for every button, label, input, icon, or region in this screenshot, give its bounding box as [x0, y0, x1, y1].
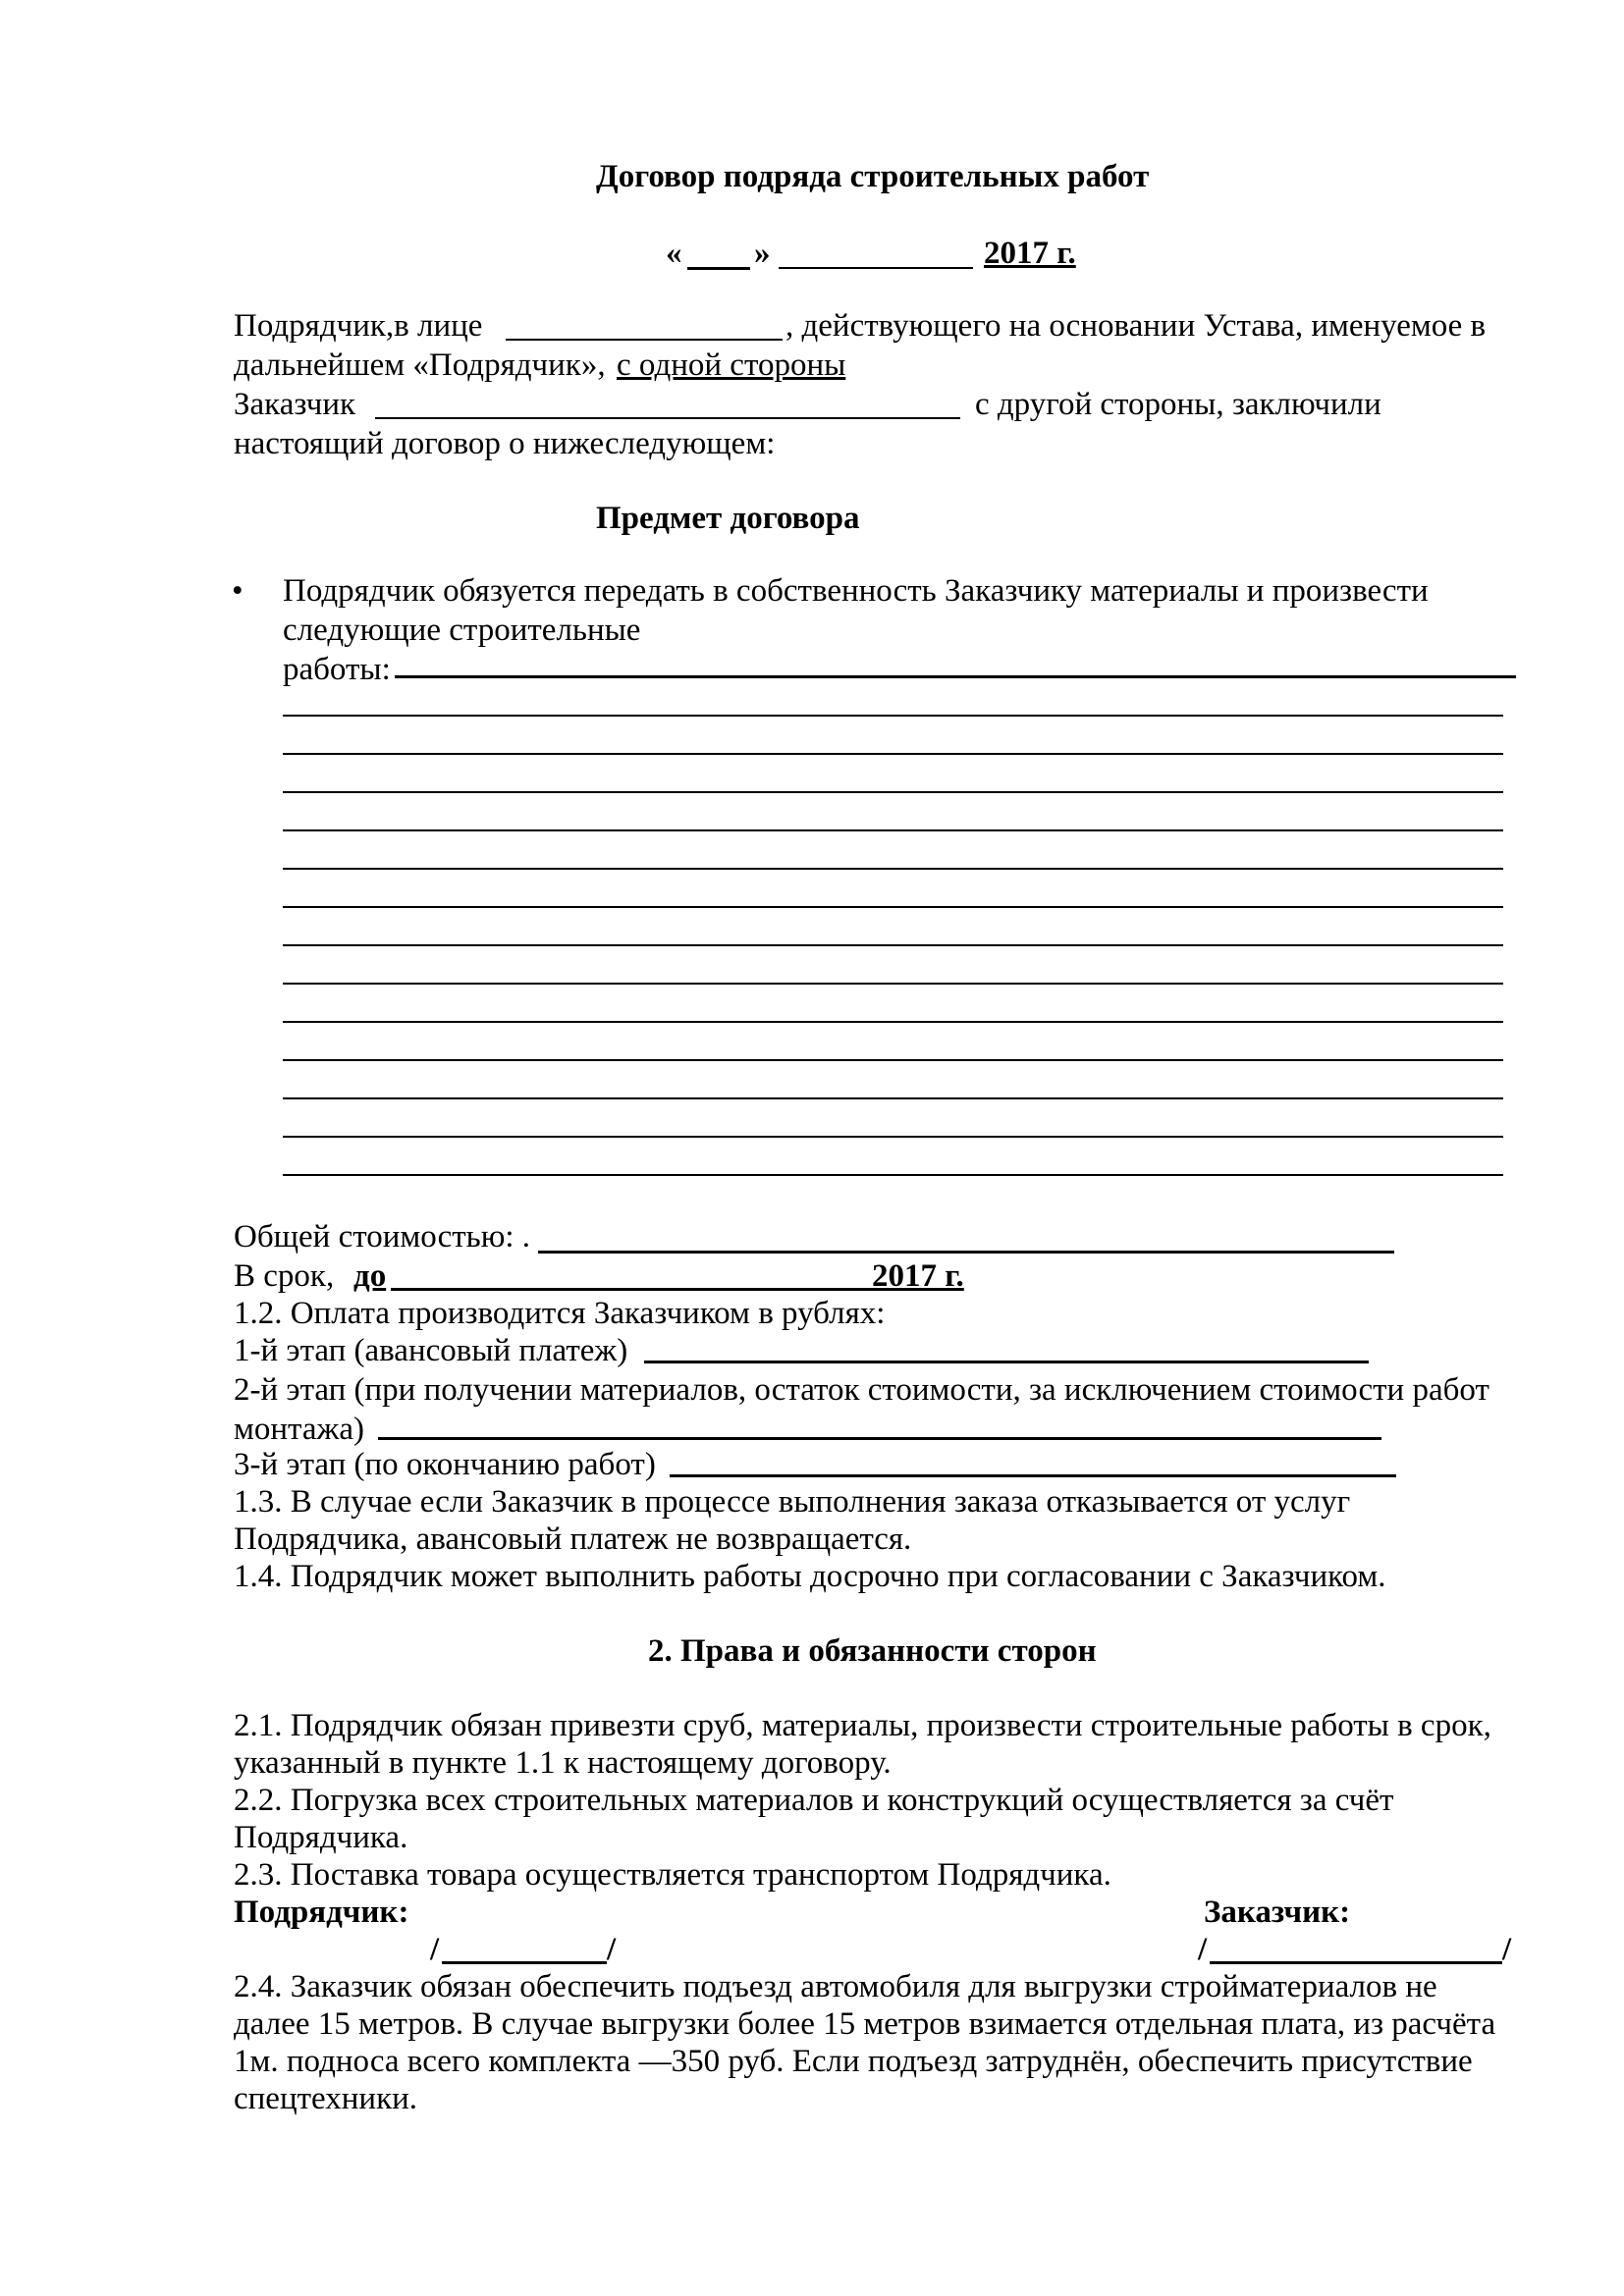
clause-2-2-line1: 2.2. Погрузка всех строительных материалов и конструкций осуществляется за счёт: [234, 1783, 1394, 1818]
intro-line3-end: с другой стороны, заключили: [975, 387, 1381, 422]
subject-text-line1: Подрядчик обязуется передать в собственность Заказчику материалы и произвести: [283, 573, 1429, 609]
stage-1-label: 1-й этап (авансовый платеж): [234, 1333, 628, 1368]
subject-text-line2: следующие строительные: [283, 613, 641, 648]
contractor-signature-blank[interactable]: [442, 1961, 607, 1964]
date-year: 2017 г.: [984, 236, 1076, 271]
clause-1-3-line1: 1.3. В случае если Заказчик в процессе выполнения заказа отказывается от услуг: [234, 1484, 1351, 1520]
works-blank-line[interactable]: [283, 1059, 1503, 1061]
date-open-quote: «: [666, 236, 682, 271]
customer-signature-slash-left: /: [1198, 1932, 1208, 1967]
works-blank-line[interactable]: [283, 983, 1503, 985]
intro-line4: настоящий договор о нижеследующем:: [234, 426, 776, 461]
works-blank-line[interactable]: [283, 753, 1503, 755]
intro-line2-start: дальнейшем «Подрядчик»,: [234, 347, 606, 383]
day-blank[interactable]: [687, 267, 750, 270]
works-blank-line[interactable]: [283, 906, 1503, 908]
works-blank-line[interactable]: [283, 829, 1503, 831]
term-date-blank[interactable]: [391, 1288, 872, 1291]
term-year: 2017 г.: [872, 1258, 964, 1294]
clause-2-1-line1: 2.1. Подрядчик обязан привезти сруб, материалы, произвести строительные работы в срок,: [234, 1708, 1491, 1743]
stage-3-label: 3-й этап (по окончанию работ): [234, 1447, 656, 1482]
month-blank[interactable]: [779, 267, 973, 269]
intro-customer-label: Заказчик: [234, 387, 356, 422]
works-blank-line[interactable]: [283, 1021, 1503, 1023]
stage-2-blank[interactable]: [378, 1437, 1381, 1440]
clause-2-3: 2.3. Поставка товара осуществляется транспортом Подрядчика.: [234, 1857, 1111, 1893]
date-close-quote: »: [754, 236, 771, 271]
works-blank-line[interactable]: [283, 791, 1503, 793]
works-blank-line-1[interactable]: [395, 675, 1516, 678]
works-blank-line[interactable]: [283, 868, 1503, 870]
works-blank-line[interactable]: [283, 715, 1503, 717]
clause-1-4: 1.4. Подрядчик может выполнить работы досрочно при согласовании с Заказчиком.: [234, 1559, 1386, 1594]
clause-2-4-line1: 2.4. Заказчик обязан обеспечить подъезд автомобиля для выгрузки стройматериалов не: [234, 1969, 1437, 2004]
clause-1-2: 1.2. Оплата производится Заказчиком в рублях:: [234, 1296, 886, 1331]
works-blank-line[interactable]: [283, 1097, 1503, 1099]
customer-name-blank[interactable]: [375, 417, 960, 419]
total-cost-blank[interactable]: [538, 1251, 1394, 1254]
works-blank-line[interactable]: [283, 944, 1503, 946]
works-blank-line[interactable]: [283, 1174, 1503, 1176]
contractor-signature-slash-left: /: [430, 1932, 440, 1967]
clause-2-4-line4: спецтехники.: [234, 2081, 418, 2116]
stage-3-blank[interactable]: [670, 1474, 1396, 1477]
works-label: работы:: [283, 652, 391, 687]
customer-signature-label: Заказчик:: [1204, 1895, 1351, 1930]
document-title: Договор подряда строительных работ: [596, 159, 1150, 194]
contractor-signature-label: Подрядчик:: [234, 1895, 409, 1930]
clause-2-4-line3: 1м. подноса всего комплекта —350 руб. Если подъезд затруднён, обеспечить присутствие: [234, 2044, 1473, 2079]
subject-heading: Предмет договора: [596, 501, 860, 536]
contractor-representative-blank[interactable]: [506, 339, 783, 341]
stage-1-blank[interactable]: [644, 1361, 1369, 1363]
term-label: В срок,: [234, 1258, 335, 1294]
clause-2-1-line2: указанный в пункте 1.1 к настоящему договору.: [234, 1745, 892, 1781]
customer-signature-blank[interactable]: [1210, 1961, 1502, 1964]
rights-heading: 2. Права и обязанности сторон: [648, 1633, 1097, 1669]
total-cost-label: Общей стоимостью: .: [234, 1219, 531, 1255]
intro-line1-end: , действующего на основании Устава, именуемое в: [785, 308, 1487, 344]
clause-1-3-line2: Подрядчика, авансовый платеж не возвращается.: [234, 1522, 912, 1557]
intro-contractor-label: Подрядчик,в лице: [234, 308, 483, 344]
term-until: до: [353, 1258, 387, 1294]
clause-2-4-line2: далее 15 метров. В случае выгрузки более 15 метров взимается отдельная плата, из расчёта: [234, 2006, 1496, 2042]
stage-2-line1: 2-й этап (при получении материалов, остаток стоимости, за исключением стоимости работ: [234, 1372, 1489, 1408]
works-blank-line[interactable]: [283, 1136, 1503, 1138]
subject-bullet: •: [232, 573, 244, 609]
stage-2-line2: монтажа): [234, 1412, 364, 1447]
contractor-signature-slash-right: /: [607, 1932, 617, 1967]
customer-signature-slash-right: /: [1502, 1932, 1512, 1967]
intro-one-side: с одной стороны: [617, 347, 846, 383]
clause-2-2-line2: Подрядчика.: [234, 1820, 408, 1855]
